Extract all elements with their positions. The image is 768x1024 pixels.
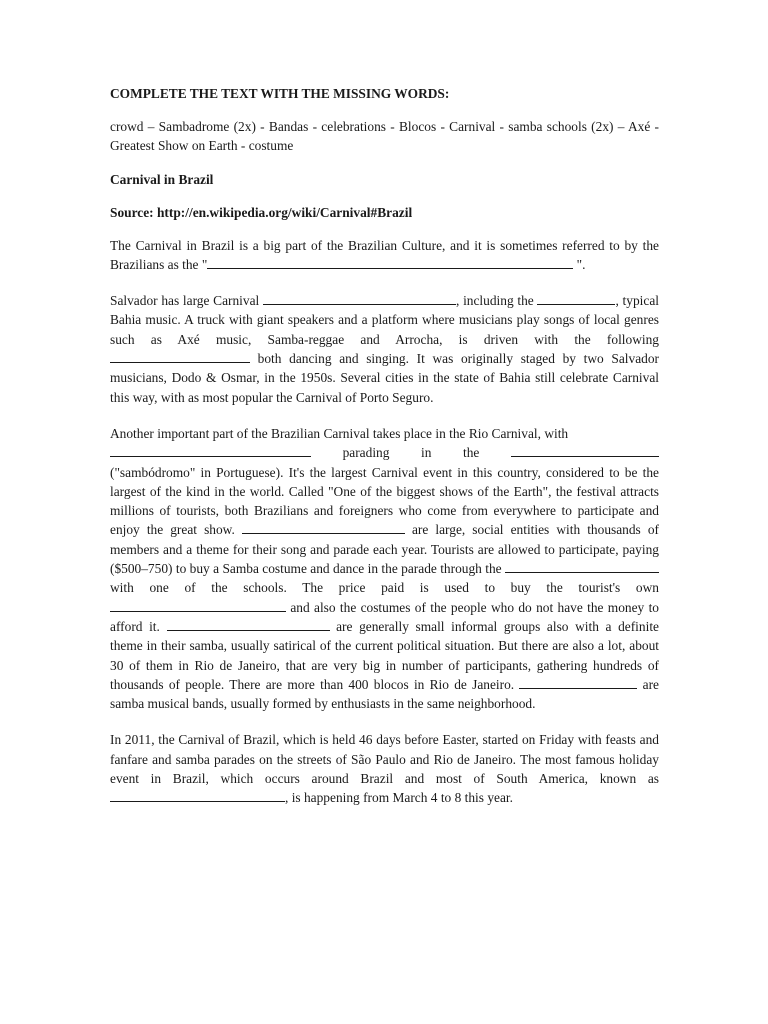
p3-text-e: are generally small informal groups also with a definite theme in their samba, usually satirical of the current political situation. But there are also a lot, about 30 of them in Rio de Janeiro, that are very big in number of participants, gathering hundreds of thousands of people. There are more than 400 blocos in Rio de Janeiro. xyxy=(110,618,659,692)
p3-word-in: in xyxy=(421,445,432,461)
blank-8-sambadrome[interactable] xyxy=(505,559,659,573)
article-title: Carnival in Brazil xyxy=(110,171,214,187)
p4-text-a: In 2011, the Carnival of Brazil, which is held 46 days before Easter, started on Friday with feasts and fanfare and samba parades on the streets of São Paulo and Rio de Janeiro. The most famous holiday event in Brazil, which occurs around Brazil and most of South America, known as xyxy=(110,732,659,787)
paragraph-2 xyxy=(110,291,659,407)
p3-text-a: ("sambódromo" in Portuguese). It's the largest Carnival event in this country, considered to be the largest of the kind in the world. Called "One of the biggest shows of the Earth", the festival attracts millions of tourists, both Brazilians and foreigners who come from everywhere to participate and enjoy the great show. xyxy=(110,464,659,538)
blank-3-axe[interactable] xyxy=(537,291,615,305)
blank-5-samba-schools[interactable] xyxy=(110,443,311,457)
blank-7-samba-schools[interactable] xyxy=(242,520,405,534)
p3-spread-line xyxy=(110,443,659,462)
paragraph-1 xyxy=(110,236,659,275)
paragraph-3 xyxy=(110,424,659,713)
p2-text-d: both dancing and singing. It was originally staged by two Salvador musicians, Dodo & Osmar, in the 1950s. Several cities in the state of Bahia still celebrate Carnival this way, with as most popular the Carnival of Porto Seguro. xyxy=(110,351,659,405)
blank-4-crowd[interactable] xyxy=(110,349,250,363)
blank-11-bandas[interactable] xyxy=(519,675,637,689)
paragraph-4 xyxy=(110,730,659,807)
blank-12-carnival[interactable] xyxy=(110,788,285,802)
p1-text-a: The Carnival in Brazil is a big part of the Brazilian Culture, and it is sometimes referred to by the Brazilians as the " xyxy=(110,237,659,272)
p3-text-d: and also the costumes of the people who do not have the money to afford it. xyxy=(110,599,659,634)
p3-text-b: are large, social entities with thousands of members and a theme for their song and parade each year. Tourists are allowed to participate, paying ($500–750) to buy a Samba costume and dance in the parade through the xyxy=(110,522,659,577)
p4-text-b: , is happening from March 4 to 8 this year. xyxy=(285,790,513,806)
p3-word-the: the xyxy=(463,445,480,461)
p2-text-b: , including the xyxy=(456,293,538,309)
p3-line-1: Another important part of the Brazilian Carnival takes place in the Rio Carnival, with xyxy=(110,425,569,441)
instruction-title: COMPLETE THE TEXT WITH THE MISSING WORDS: xyxy=(110,86,450,101)
source-line: Source: http://en.wikipedia.org/wiki/Carnival#Brazil xyxy=(110,204,413,220)
p3-text-c: with one of the schools. The price paid is used to buy the tourist's own xyxy=(110,580,659,596)
p3-body xyxy=(110,463,659,714)
blank-6-sambadrome[interactable] xyxy=(511,443,659,457)
blank-10-blocos[interactable] xyxy=(167,617,330,631)
p3-word-parading: parading xyxy=(342,445,390,461)
blank-9-costume[interactable] xyxy=(110,598,286,612)
blank-1-greatest-show[interactable] xyxy=(207,255,573,269)
word-bank: crowd – Sambadrome (2x) - Bandas - celebrations - Blocos - Carnival - samba schools (2x) – Axé - Greatest Show on Earth - costume xyxy=(110,119,659,154)
p1-text-b: ". xyxy=(573,256,586,272)
p2-text-c: , typical Bahia music. A truck with giant speakers and a platform where musicians play songs of local genres such as Axé music, Samba-reggae and Arrocha, is driven with the following xyxy=(110,293,659,347)
p3-text-f: are samba musical bands, usually formed by enthusiasts in the same neighborhood. xyxy=(110,676,659,712)
p2-text-a: Salvador has large Carnival xyxy=(110,293,263,309)
worksheet-page xyxy=(110,84,659,808)
blank-2-celebrations[interactable] xyxy=(263,291,456,305)
